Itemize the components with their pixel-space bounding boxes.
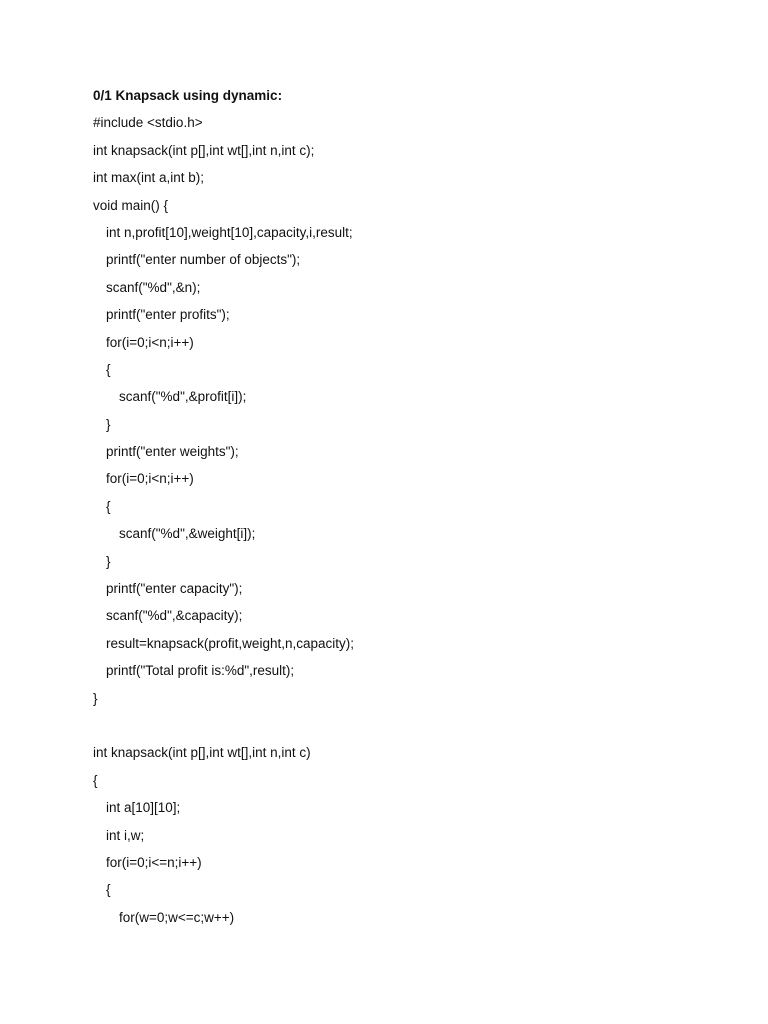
code-line: printf("enter weights");	[106, 444, 239, 460]
document-content	[93, 86, 693, 935]
code-line: scanf("%d",&weight[i]);	[119, 526, 256, 542]
code-line: scanf("%d",&capacity);	[106, 608, 243, 624]
document-title: 0/1 Knapsack using dynamic:	[93, 88, 283, 103]
code-line: int a[10][10];	[106, 800, 181, 816]
code-line: int n,profit[10],weight[10],capacity,i,result;	[106, 224, 353, 240]
code-line: printf("enter number of objects");	[106, 252, 301, 268]
code-line: {	[106, 361, 111, 377]
code-line: int i,w;	[106, 827, 145, 843]
code-line: int knapsack(int p[],int wt[],int n,int c)	[93, 745, 311, 761]
code-line: {	[93, 772, 98, 788]
code-line: result=knapsack(profit,weight,n,capacity);	[106, 635, 354, 651]
code-line: {	[106, 498, 111, 514]
code-line: printf("Total profit is:%d",result);	[106, 663, 295, 679]
code-line: scanf("%d",&n);	[106, 279, 201, 295]
code-line: int max(int a,int b);	[93, 170, 205, 186]
code-line: {	[106, 882, 111, 898]
code-line: #include <stdio.h>	[93, 115, 203, 131]
code-line: void main() {	[93, 197, 169, 213]
code-line: printf("enter profits");	[106, 307, 230, 323]
code-line: for(i=0;i<n;i++)	[106, 471, 194, 487]
code-line: printf("enter capacity");	[106, 581, 243, 597]
code-line: }	[106, 553, 111, 569]
code-line: int knapsack(int p[],int wt[],int n,int c);	[93, 142, 315, 158]
code-line: for(i=0;i<=n;i++)	[106, 854, 202, 870]
code-line: scanf("%d",&profit[i]);	[119, 389, 247, 405]
code-line: for(i=0;i<n;i++)	[106, 334, 194, 350]
code-line: }	[93, 690, 98, 706]
blank-line	[93, 716, 693, 743]
code-block	[93, 113, 693, 935]
code-line: }	[106, 416, 111, 432]
code-line: for(w=0;w<=c;w++)	[119, 909, 235, 925]
